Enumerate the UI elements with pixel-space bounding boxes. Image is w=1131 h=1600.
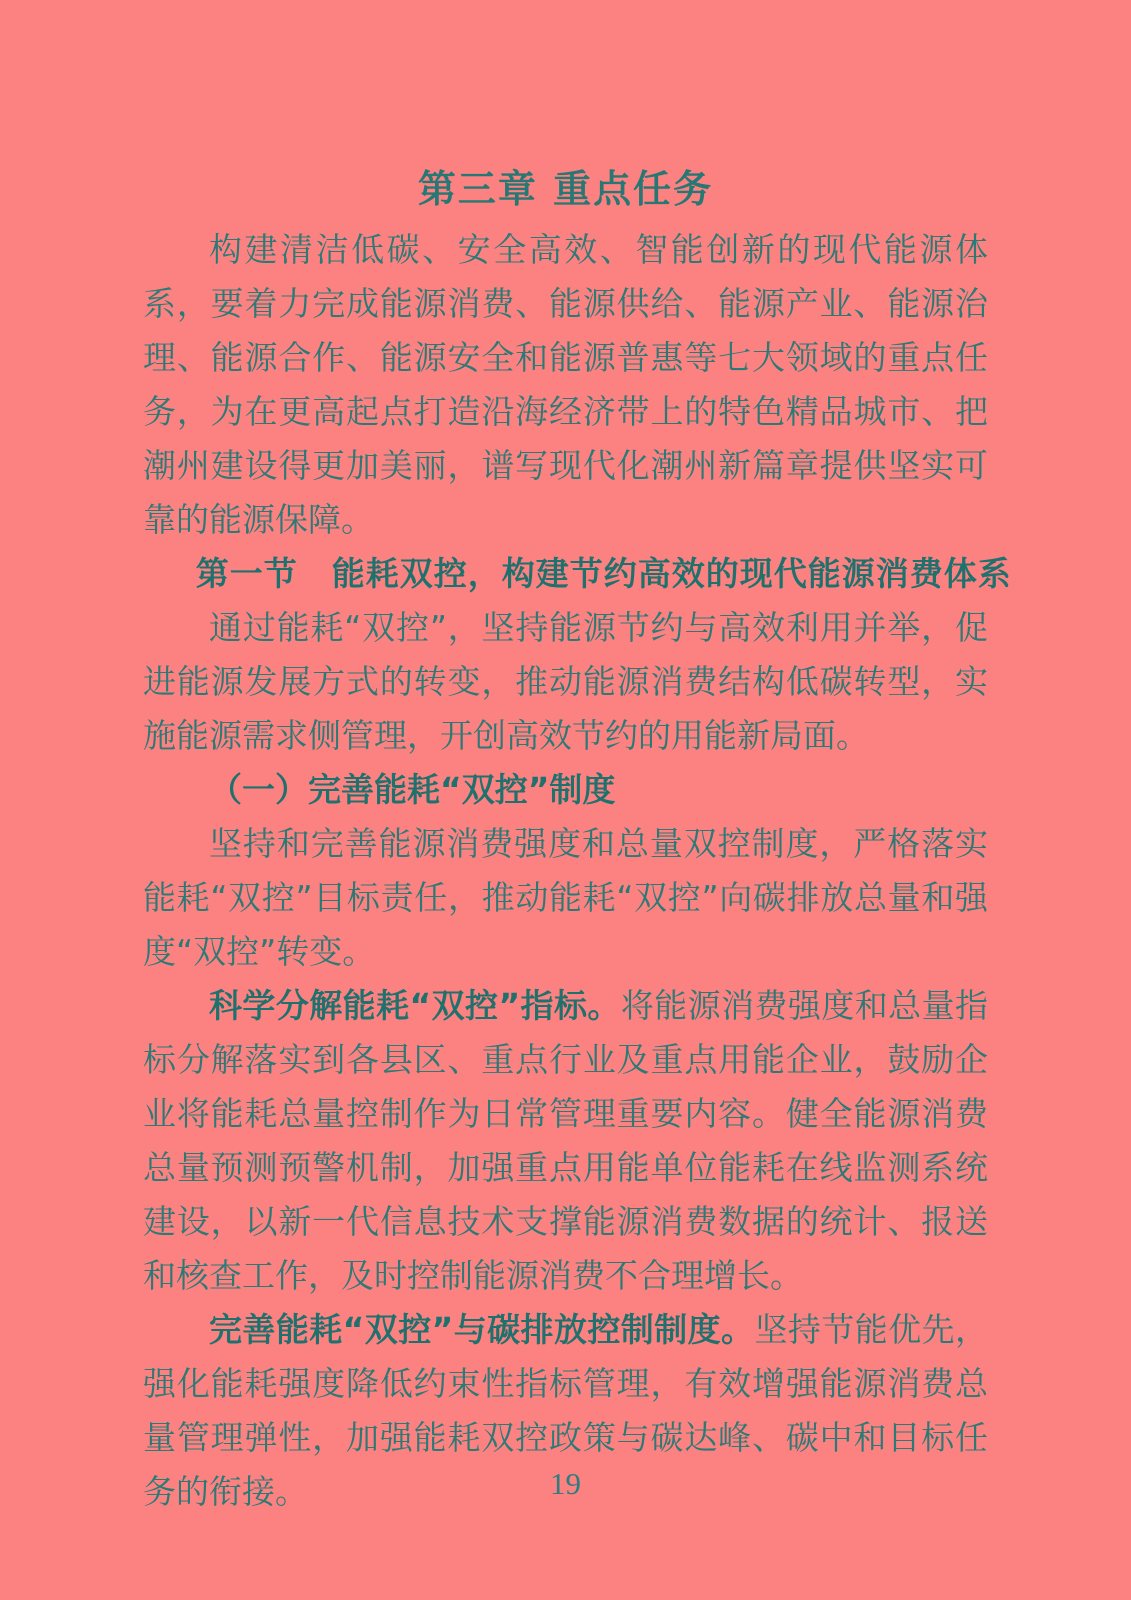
- chapter-title: 第三章 重点任务: [417, 167, 714, 211]
- paragraph-section-intro: 通过能耗“双控”，坚持能源节约与高效利用并举，促进能源发展方式的转变，推动能源消费结构低碳转型，实施能源需求侧管理，开创高效节约的用能新局面。: [143, 608, 988, 755]
- text-column: [143, 0, 1012, 1519]
- paragraph-decompose-targets-body: 将能源消费强度和总量指标分解落实到各县区、重点行业及重点用能企业，鼓励企业将能耗总量控制作为日常管理重要内容。健全能源消费总量预测预警机制，加强重点用能单位能耗在线监测系统建设，以新一代信息技术支撑能源消费数据的统计、报送和核查工作，及时控制能源消费不合理增长。: [143, 986, 988, 1295]
- paragraph-decompose-targets-lead: 科学分解能耗“双控”指标。: [209, 986, 621, 1025]
- paragraph-intro: 构建清洁低碳、安全高效、智能创新的现代能源体系，要着力完成能源消费、能源供给、能源产业、能源治理、能源合作、能源安全和能源普惠等七大领域的重点任务，为在更高起点打造沿海经济带上的特色精品城市、把潮州建设得更加美丽，谱写现代化潮州新篇章提供坚实可靠的能源保障。: [143, 230, 988, 539]
- paragraph-decompose-targets: [143, 979, 988, 1303]
- paragraph-carbon-control-lead: 完善能耗“双控”与碳排放控制制度。: [209, 1310, 755, 1349]
- subsection-heading: （一）完善能耗“双控”制度: [209, 770, 616, 809]
- paragraph-carbon-control-body: 坚持节能优先，强化能耗强度降低约束性指标管理，有效增强能源消费总量管理弹性，加强能耗双控政策与碳达峰、碳中和目标任务的衔接。: [143, 1310, 988, 1511]
- paragraph-subsection-intro: 坚持和完善能源消费强度和总量双控制度，严格落实能耗“双控”目标责任，推动能耗“双控”向碳排放总量和强度“双控”转变。: [143, 824, 988, 971]
- section-heading: 第一节 能耗双控，构建节约高效的现代能源消费体系: [195, 554, 1012, 593]
- page-number: 19: [550, 1466, 581, 1501]
